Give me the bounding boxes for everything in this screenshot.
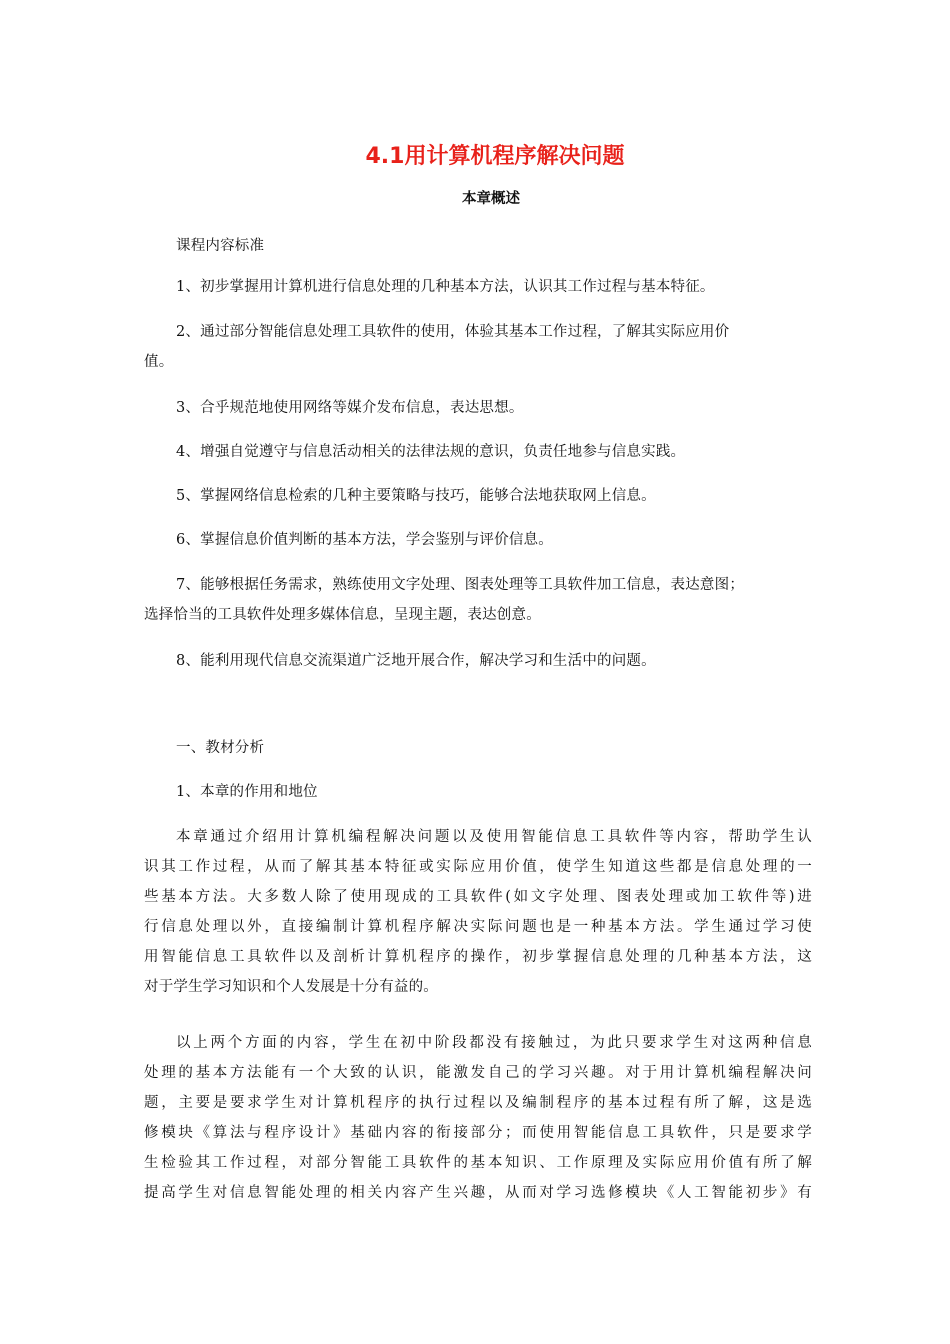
subsection-heading: [144, 777, 844, 807]
section-heading: [144, 733, 844, 763]
paragraph-line: 识其工作过程，从而了解其基本特征或实际应用价值，使学生知道这些都是信息处理的一: [144, 859, 812, 875]
paragraph-line: 些基本方法。大多数人除了使用现成的工具软件(如文字处理、图表处理或加工软件等)进: [144, 889, 812, 905]
standard-item-text: 7、能够根据任务需求，熟练使用文字处理、图表处理等工具软件加工信息，表达意图；: [176, 577, 745, 593]
document-title: 4.1用计算机程序解决问题: [365, 144, 625, 169]
paragraph-line: 处理的基本方法能有一个大致的认识，能激发自己的学习兴趣。对于用计算机编程解决问: [144, 1065, 812, 1081]
standard-item-text: 6、掌握信息价值判断的基本方法，学会鉴别与评价信息。: [176, 532, 553, 548]
standard-item-text: 1、初步掌握用计算机进行信息处理的几种基本方法，认识其工作过程与基本特征。: [176, 279, 715, 295]
standard-item-6: [144, 525, 844, 555]
chapter-overview-heading: 本章概述: [462, 191, 520, 207]
standard-item-1: [144, 272, 844, 302]
subsection-heading-text: 1、本章的作用和地位: [176, 784, 318, 800]
paragraph-line: 修模块《算法与程序设计》基础内容的衔接部分；而使用智能信息工具软件，只是要求学: [144, 1125, 812, 1141]
standard-item-2: [144, 317, 812, 377]
paragraph-line: 本章通过介绍用计算机编程解决问题以及使用智能信息工具软件等内容，帮助学生认: [176, 829, 812, 845]
body-paragraph-2: [144, 1028, 812, 1208]
standard-item-7: [144, 570, 812, 630]
paragraph-line: 生检验其工作过程，对部分智能工具软件的基本知识、工作原理及实际应用价值有所了解: [144, 1155, 812, 1171]
standard-heading-text: 课程内容标准: [176, 238, 265, 254]
paragraph-line: 题，主要是要求学生对计算机程序的执行过程以及编制程序的基本过程有所了解，这是选: [144, 1095, 812, 1111]
standard-item-text: 3、合乎规范地使用网络等媒介发布信息，表达思想。: [176, 400, 524, 416]
paragraph-line: 提高学生对信息智能处理的相关内容产生兴趣，从而对学习选修模块《人工智能初步》有: [144, 1185, 812, 1201]
standard-item-text: 8、能利用现代信息交流渠道广泛地开展合作，解决学习和生活中的问题。: [176, 653, 656, 669]
standard-item-4: [144, 437, 844, 467]
standard-item-8: [144, 646, 844, 676]
body-paragraph-1: [144, 822, 812, 1002]
standard-item-text: 2、通过部分智能信息处理工具软件的使用，体验其基本工作过程，了解其实际应用价: [176, 324, 730, 340]
section-heading-text: 一、教材分析: [176, 740, 265, 756]
paragraph-line: 行信息处理以外，直接编制计算机程序解决实际问题也是一种基本方法。学生通过学习使: [144, 919, 812, 935]
paragraph-line: 对于学生学习知识和个人发展是十分有益的。: [144, 979, 438, 995]
standard-item-text: 4、增强自觉遵守与信息活动相关的法律法规的意识，负责任地参与信息实践。: [176, 444, 686, 460]
standard-item-text: 选择恰当的工具软件处理多媒体信息，呈现主题，表达创意。: [144, 607, 541, 623]
paragraph-line: 用智能信息工具软件以及剖析计算机程序的操作，初步掌握信息处理的几种基本方法，这: [144, 949, 812, 965]
standard-heading: [144, 231, 844, 261]
standard-item-5: [144, 481, 844, 511]
standard-item-3: [144, 393, 844, 423]
standard-item-text: 5、掌握网络信息检索的几种主要策略与技巧，能够合法地获取网上信息。: [176, 488, 656, 504]
paragraph-line: 以上两个方面的内容，学生在初中阶段都没有接触过，为此只要求学生对这两种信息: [176, 1035, 812, 1051]
standard-item-text: 值。: [144, 354, 174, 370]
